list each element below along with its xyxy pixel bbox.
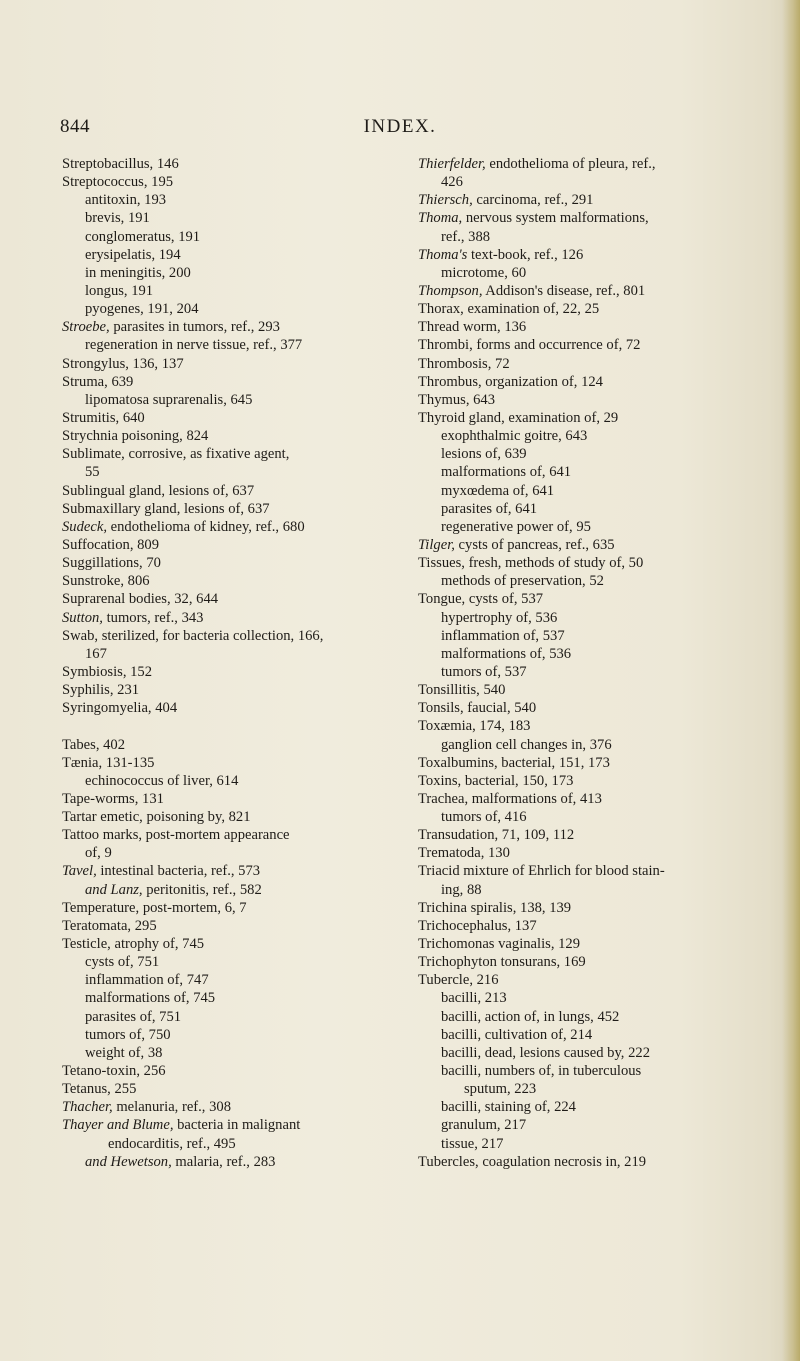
index-entry-text: Struma, 639: [62, 373, 134, 390]
index-entry: [418, 572, 768, 590]
index-entry: [418, 1098, 768, 1116]
index-entry: [418, 971, 768, 989]
index-entry-text: tumors of, 416: [441, 809, 527, 826]
index-entry-text: of, 9: [85, 845, 112, 862]
index-entry: [418, 717, 768, 735]
index-entry-text: Tongue, cysts of, 537: [418, 591, 544, 608]
index-entry-text: Streptococcus, 195: [62, 174, 174, 191]
index-entry: [418, 681, 768, 699]
index-entry: [418, 482, 768, 500]
index-entry: [62, 862, 402, 880]
index-entry: [62, 1116, 402, 1134]
index-entry: [418, 264, 768, 282]
index-entry: [62, 1135, 402, 1153]
section-gap: [62, 717, 402, 735]
index-entry: [418, 917, 768, 935]
index-entry: [62, 500, 402, 518]
index-entry-text: pyogenes, 191, 204: [85, 301, 199, 318]
index-entry-text: Tonsils, faucial, 540: [418, 700, 537, 717]
index-entry-text: antitoxin, 193: [85, 192, 167, 209]
index-entry: [62, 355, 402, 373]
index-entry: [418, 155, 768, 173]
index-entry: [62, 246, 402, 264]
index-entry: [418, 1080, 768, 1098]
index-entry-text: peritonitis, ref., 582: [142, 881, 262, 898]
index-entry-author: and Lanz,: [85, 881, 143, 898]
index-entry: [62, 463, 402, 481]
index-entry: [418, 862, 768, 880]
index-entry-text: Symbiosis, 152: [62, 663, 153, 680]
index-entry: [62, 155, 402, 173]
index-entry-text: in meningitis, 200: [85, 264, 191, 281]
index-entry-text: ref., 388: [441, 228, 491, 245]
running-title: INDEX.: [363, 116, 437, 137]
index-entry-text: malformations of, 641: [441, 464, 572, 481]
index-entry-author: Thacher,: [62, 1099, 113, 1116]
index-entry-text: Tartar emetic, poisoning by, 821: [62, 809, 251, 826]
index-entry-author: Tavel,: [62, 863, 97, 880]
index-entry: [62, 1080, 402, 1098]
index-entry: [62, 536, 402, 554]
index-entry-text: inflammation of, 747: [85, 972, 209, 989]
index-entry: [62, 264, 402, 282]
index-entry: [418, 1008, 768, 1026]
index-entry: [418, 953, 768, 971]
index-entry-text: nervous system malformations,: [462, 210, 649, 227]
index-entry: [418, 627, 768, 645]
index-entry-text: conglomeratus, 191: [85, 228, 201, 245]
index-entry: [62, 881, 402, 899]
index-entry-text: bacteria in malignant: [173, 1117, 301, 1134]
index-entry-text: Testicle, atrophy of, 745: [62, 936, 205, 953]
index-entry-text: Teratomata, 295: [62, 917, 157, 934]
index-entry-author: Sudeck,: [62, 518, 107, 535]
index-entry: [418, 899, 768, 917]
index-entry-text: Sublingual gland, lesions of, 637: [62, 482, 255, 499]
index-entry: [418, 772, 768, 790]
index-entry: [418, 935, 768, 953]
index-entry: [418, 373, 768, 391]
index-entry-text: Tubercles, coagulation necrosis in, 219: [418, 1153, 647, 1170]
index-entry-author: Tilger,: [418, 536, 455, 553]
index-entry: [62, 808, 402, 826]
index-entry-text: Trichomonas vaginalis, 129: [418, 936, 581, 953]
index-entry-text: Strychnia poisoning, 824: [62, 428, 209, 445]
index-entry: [418, 391, 768, 409]
index-entry-text: bacilli, dead, lesions caused by, 222: [441, 1044, 650, 1061]
index-entry: [418, 409, 768, 427]
index-entry: [62, 917, 402, 935]
index-entry-text: Tape-worms, 131: [62, 790, 164, 807]
index-entry: [418, 736, 768, 754]
index-entry-author: Thierfelder,: [418, 156, 486, 172]
index-entry-text: Triacid mixture of Ehrlich for blood stain-: [418, 863, 665, 880]
index-entry-text: longus, 191: [85, 282, 154, 299]
index-entry-text: Thorax, examination of, 22, 25: [418, 301, 600, 318]
index-entry: [62, 754, 402, 772]
index-entry-author: Stroebe,: [62, 319, 110, 336]
index-entry-text: cysts of pancreas, ref., 635: [454, 536, 615, 553]
index-entry: [62, 663, 402, 681]
index-entry-text: 167: [85, 645, 107, 662]
index-entry-text: malaria, ref., 283: [171, 1153, 276, 1170]
index-entry: [418, 754, 768, 772]
index-entry-text: Tonsillitis, 540: [418, 682, 506, 699]
index-entry: [418, 826, 768, 844]
index-entry: [418, 1026, 768, 1044]
page-edge-shadow: [782, 0, 800, 1361]
index-entry: [62, 609, 402, 627]
index-entry: [62, 645, 402, 663]
index-entry: [62, 391, 402, 409]
index-entry-text: hypertrophy of, 536: [441, 609, 558, 626]
index-entry: [62, 844, 402, 862]
index-entry-author: Thompson,: [418, 282, 483, 299]
index-entry: [418, 300, 768, 318]
index-entry-text: malformations of, 536: [441, 645, 572, 662]
index-entry: [62, 627, 402, 645]
index-entry-text: Suggillations, 70: [62, 555, 161, 572]
index-entry: [418, 1116, 768, 1134]
index-entry: [62, 318, 402, 336]
index-entry-text: endothelioma of kidney, ref., 680: [106, 518, 305, 535]
index-entry: [62, 935, 402, 953]
index-entry: [418, 881, 768, 899]
index-entry: [62, 427, 402, 445]
index-entry-text: Sunstroke, 806: [62, 573, 150, 590]
index-entry-text: microtome, 60: [441, 264, 527, 281]
index-entry: [62, 1008, 402, 1026]
index-entry: [62, 409, 402, 427]
index-entry: [62, 1153, 402, 1171]
index-entry: [62, 1026, 402, 1044]
index-entry: [418, 173, 768, 191]
index-entry-text: bacilli, staining of, 224: [441, 1099, 576, 1116]
index-entry: [418, 1044, 768, 1062]
index-entry: [62, 953, 402, 971]
index-entry: [62, 336, 402, 354]
index-entry-text: bacilli, numbers of, in tuberculous: [441, 1063, 642, 1080]
index-entry: [418, 989, 768, 1007]
index-entry: [62, 228, 402, 246]
index-entry-text: bacilli, 213: [441, 990, 507, 1007]
index-entry-text: Thread worm, 136: [418, 319, 527, 336]
index-entry-author: Thoma's: [418, 246, 468, 263]
index-entry: [418, 1062, 768, 1080]
index-entry-author: Thayer and Blume,: [62, 1117, 174, 1134]
index-entry-text: myxœdema of, 641: [441, 482, 555, 499]
index-entry: [418, 500, 768, 518]
index-entry-text: parasites of, 641: [441, 500, 538, 517]
index-entry-text: Tubercle, 216: [418, 972, 499, 989]
index-entry-author: Thiersch,: [418, 192, 473, 209]
index-entry-text: Trichophyton tonsurans, 169: [418, 954, 586, 971]
index-entry-text: 55: [85, 464, 100, 481]
index-entry: [62, 518, 402, 536]
index-entry-text: cysts of, 751: [85, 954, 160, 971]
index-entry-text: endocarditis, ref., 495: [108, 1135, 236, 1152]
index-entry-text: Tænia, 131-135: [62, 754, 155, 771]
index-entry: [418, 228, 768, 246]
index-entry-text: Trichina spiralis, 138, 139: [418, 899, 572, 916]
index-entry: [418, 790, 768, 808]
index-entry: [62, 1062, 402, 1080]
index-entry-text: Suprarenal bodies, 32, 644: [62, 591, 219, 608]
index-entry-text: Temperature, post-mortem, 6, 7: [62, 899, 247, 916]
index-entry-text: endothelioma of pleura, ref.,: [485, 156, 656, 172]
index-entry-text: inflammation of, 537: [441, 627, 565, 644]
index-entry: [418, 645, 768, 663]
index-entry: [62, 191, 402, 209]
index-entry: [62, 681, 402, 699]
index-entry: [418, 209, 768, 227]
index-entry-text: Transudation, 71, 109, 112: [418, 827, 575, 844]
index-entry-text: exophthalmic goitre, 643: [441, 428, 588, 445]
index-entry: [418, 590, 768, 608]
index-entry: [62, 1098, 402, 1116]
index-entry-text: Tetano-toxin, 256: [62, 1063, 166, 1080]
index-entry: [62, 209, 402, 227]
index-entry-text: Toxæmia, 174, 183: [418, 718, 531, 735]
index-entry-text: melanuria, ref., 308: [112, 1099, 231, 1116]
index-entry-text: tumors, ref., 343: [102, 609, 204, 626]
index-entry-text: Thymus, 643: [418, 391, 496, 408]
index-entry: [62, 899, 402, 917]
index-entry: [62, 971, 402, 989]
index-entry: [62, 282, 402, 300]
index-entry: [62, 554, 402, 572]
index-entry: [62, 989, 402, 1007]
index-entry: [62, 699, 402, 717]
index-entry-author: Thoma,: [418, 210, 463, 227]
index-entry-text: Tattoo marks, post-mortem appearance: [62, 827, 290, 844]
index-entry-text: Thrombus, organization of, 124: [418, 373, 603, 390]
index-entry-text: tumors of, 750: [85, 1026, 171, 1043]
index-entry-text: Swab, sterilized, for bacteria collection, 166,: [62, 627, 324, 644]
index-entry: [62, 173, 402, 191]
index-entry-text: tissue, 217: [441, 1135, 504, 1152]
index-entry-text: Sublimate, corrosive, as fixative agent,: [62, 446, 290, 463]
index-entry-text: parasites in tumors, ref., 293: [109, 319, 280, 336]
index-entry: [62, 373, 402, 391]
index-entry-text: sputum, 223: [464, 1081, 537, 1098]
index-entry: [418, 282, 768, 300]
index-entry-text: lipomatosa suprarenalis, 645: [85, 391, 253, 408]
index-entry-text: Addison's disease, ref., 801: [482, 282, 646, 299]
index-entry-text: carcinoma, ref., 291: [472, 192, 594, 209]
index-entry-text: Submaxillary gland, lesions of, 637: [62, 500, 270, 517]
index-entry-text: granulum, 217: [441, 1117, 527, 1134]
index-entry-text: 426: [441, 174, 463, 191]
index-entry: [62, 590, 402, 608]
index-entry: [62, 1044, 402, 1062]
index-entry: [62, 482, 402, 500]
index-entry-text: Syringomyelia, 404: [62, 700, 178, 717]
index-entry-text: brevis, 191: [85, 210, 150, 227]
index-entry: [418, 336, 768, 354]
index-entry-text: methods of preservation, 52: [441, 573, 604, 590]
index-entry-text: parasites of, 751: [85, 1008, 182, 1025]
index-entry-text: Suffocation, 809: [62, 536, 160, 553]
index-entry: [418, 1135, 768, 1153]
index-entry-text: ing, 88: [441, 881, 482, 898]
index-entry-author: and Hewetson,: [85, 1153, 172, 1170]
index-entry-text: Streptobacillus, 146: [62, 156, 179, 172]
index-entry-text: Tetanus, 255: [62, 1081, 137, 1098]
index-entry-text: erysipelatis, 194: [85, 246, 181, 263]
index-entry: [418, 844, 768, 862]
index-entry-text: Thrombi, forms and occurrence of, 72: [418, 337, 641, 354]
page-number: 844: [60, 116, 90, 137]
index-entry: [418, 445, 768, 463]
index-entry: [62, 736, 402, 754]
index-entry-text: intestinal bacteria, ref., 573: [96, 863, 261, 880]
index-entry: [418, 355, 768, 373]
index-entry-text: regeneration in nerve tissue, ref., 377: [85, 337, 303, 354]
index-entry-text: tumors of, 537: [441, 663, 527, 680]
index-entry: [418, 536, 768, 554]
index-entry: [418, 463, 768, 481]
index-entry: [418, 1153, 768, 1171]
index-entry-text: weight of, 38: [85, 1044, 163, 1061]
index-entry: [62, 445, 402, 463]
index-entry-text: text-book, ref., 126: [467, 246, 584, 263]
index-entry-text: Syphilis, 231: [62, 682, 140, 699]
index-entry: [418, 808, 768, 826]
index-column-right: [418, 155, 768, 1171]
index-entry-text: Thrombosis, 72: [418, 355, 510, 372]
index-entry: [418, 699, 768, 717]
index-entry-text: Strongylus, 136, 137: [62, 355, 184, 372]
index-entry-text: Trachea, malformations of, 413: [418, 790, 602, 807]
index-entry: [418, 318, 768, 336]
index-entry-text: Tabes, 402: [62, 736, 126, 753]
index-entry: [62, 790, 402, 808]
index-entry: [62, 772, 402, 790]
index-entry: [418, 246, 768, 264]
index-entry-author: Sutton,: [62, 609, 103, 626]
index-entry-text: Thyroid gland, examination of, 29: [418, 409, 619, 426]
page-header: [0, 116, 800, 140]
index-entry: [62, 300, 402, 318]
index-entry-text: Strumitis, 640: [62, 409, 145, 426]
index-entry-text: lesions of, 639: [441, 446, 527, 463]
index-entry-text: ganglion cell changes in, 376: [441, 736, 612, 753]
index-entry: [62, 572, 402, 590]
index-entry: [418, 191, 768, 209]
index-entry: [418, 518, 768, 536]
index-column-left: [62, 155, 402, 1171]
index-entry-text: bacilli, cultivation of, 214: [441, 1026, 593, 1043]
index-entry: [418, 609, 768, 627]
index-entry-text: regenerative power of, 95: [441, 518, 591, 535]
index-entry-text: malformations of, 745: [85, 990, 216, 1007]
index-entry-text: Tissues, fresh, methods of study of, 50: [418, 555, 644, 572]
index-entry-text: Trematoda, 130: [418, 845, 510, 862]
index-entry: [418, 663, 768, 681]
index-entry-text: echinococcus of liver, 614: [85, 772, 239, 789]
index-entry-text: Toxins, bacterial, 150, 173: [418, 772, 574, 789]
index-entry: [62, 826, 402, 844]
index-entry: [418, 554, 768, 572]
index-entry-text: Toxalbumins, bacterial, 151, 173: [418, 754, 610, 771]
index-entry-text: Trichocephalus, 137: [418, 917, 537, 934]
index-entry: [418, 427, 768, 445]
index-entry-text: bacilli, action of, in lungs, 452: [441, 1008, 620, 1025]
